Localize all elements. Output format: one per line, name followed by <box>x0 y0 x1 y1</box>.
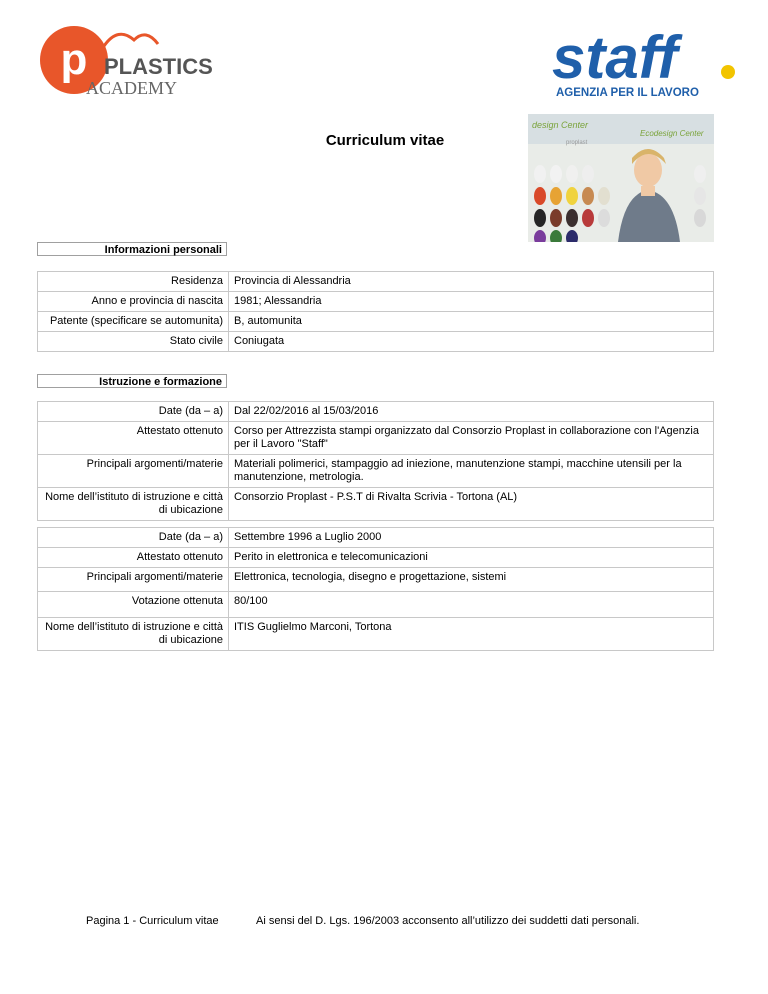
field-value: Corso per Attrezzista stampi organizzato dal Consorzio Proplast in collaborazione con l'Agenzia per il Lavoro "Staff" <box>229 422 714 455</box>
section-heading-personal: Informazioni personali <box>37 242 227 256</box>
field-value: Dal 22/02/2016 al 15/03/2016 <box>229 402 714 422</box>
table-row <box>38 455 714 488</box>
field-label: Principali argomenti/materie <box>38 568 229 592</box>
logo-staff: staff <box>552 26 678 91</box>
table-row <box>38 332 714 352</box>
field-value: Elettronica, tecnologia, disegno e progettazione, sistemi <box>229 568 714 592</box>
field-value: 1981; Alessandria <box>229 292 714 312</box>
staff-logo-graphic <box>552 26 742 106</box>
logo-academy: ACADEMY <box>86 78 178 98</box>
field-value: Coniugata <box>229 332 714 352</box>
plastics-academy-logo <box>38 22 228 102</box>
logo-staff-sub: AGENZIA PER IL LAVORO <box>556 87 699 99</box>
plastics-academy-logo-graphic <box>38 22 228 102</box>
field-value: Provincia di Alessandria <box>229 272 714 292</box>
field-value: Settembre 1996 a Luglio 2000 <box>229 528 714 548</box>
footer-page-number: Pagina 1 - Curriculum vitae <box>86 915 219 927</box>
field-value: B, automunita <box>229 312 714 332</box>
photo-sign-2: Ecodesign Center <box>640 129 704 138</box>
profile-photo <box>528 114 714 242</box>
field-label: Principali argomenti/materie <box>38 455 229 488</box>
field-label: Nome dell’istituto di istruzione e città di ubicazione <box>38 488 229 521</box>
field-value: Materiali polimerici, stampaggio ad iniezione, manutenzione stampi, macchine utensili per la manutenzione, metrologia. <box>229 455 714 488</box>
field-label: Votazione ottenuta <box>38 592 229 618</box>
field-label: Nome dell’istituto di istruzione e città di ubicazione <box>38 618 229 651</box>
section-heading-education: Istruzione e formazione <box>37 374 227 388</box>
table-row <box>38 548 714 568</box>
footer-consent: Ai sensi del D. Lgs. 196/2003 acconsento all’utilizzo dei suddetti dati personali. <box>256 915 640 927</box>
field-label: Attestato ottenuto <box>38 548 229 568</box>
table-row <box>38 292 714 312</box>
table-row <box>38 528 714 548</box>
field-label: Stato civile <box>38 332 229 352</box>
photo-sign-1: design Center <box>532 120 589 130</box>
field-label: Attestato ottenuto <box>38 422 229 455</box>
table-row <box>38 422 714 455</box>
table-row <box>38 488 714 521</box>
table-row <box>38 312 714 332</box>
table-row <box>38 402 714 422</box>
field-label: Date (da – a) <box>38 528 229 548</box>
field-label: Residenza <box>38 272 229 292</box>
photo-sign-3: proplast <box>566 140 588 146</box>
education-table-1 <box>37 401 714 521</box>
logo-letter: p <box>60 35 88 84</box>
table-row <box>38 592 714 618</box>
page-title: Curriculum vitae <box>325 132 445 149</box>
field-label: Date (da – a) <box>38 402 229 422</box>
field-label: Anno e provincia di nascita <box>38 292 229 312</box>
logo-plastics: PLASTICS <box>104 54 213 79</box>
field-value: ITIS Guglielmo Marconi, Tortona <box>229 618 714 651</box>
field-value: 80/100 <box>229 592 714 618</box>
field-value: Perito in elettronica e telecomunicazioni <box>229 548 714 568</box>
personal-info-table <box>37 271 714 352</box>
table-row <box>38 568 714 592</box>
education-table-2 <box>37 527 714 651</box>
table-row <box>38 272 714 292</box>
field-label: Patente (specificare se automunita) <box>38 312 229 332</box>
table-row <box>38 618 714 651</box>
staff-logo <box>552 26 742 106</box>
profile-photo-graphic <box>528 114 714 242</box>
field-value: Consorzio Proplast - P.S.T di Rivalta Scrivia - Tortona (AL) <box>229 488 714 521</box>
